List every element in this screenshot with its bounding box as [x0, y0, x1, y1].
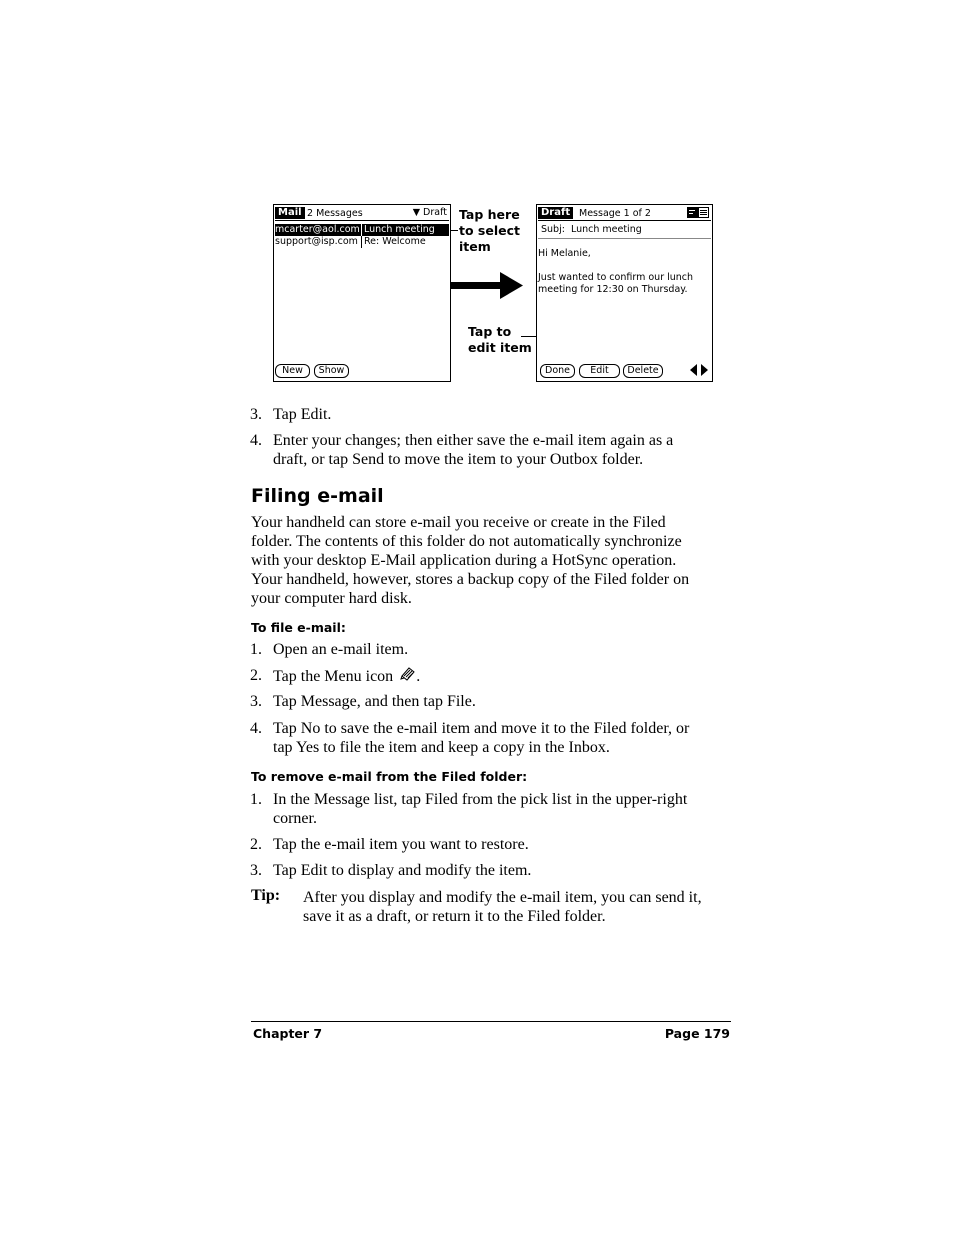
footer-chapter: Chapter 7 [253, 1026, 323, 1041]
category-picker[interactable]: ▼ Draft [412, 207, 447, 218]
column-divider [361, 224, 362, 236]
mail-list-screen [273, 204, 451, 382]
row-subject: Lunch meeting [364, 224, 435, 235]
tip-text: After you display and modify the e-mail item, you can send it, save it as a draft, or return it to the Filed folder. [303, 889, 702, 925]
footer-page: Page 179 [664, 1026, 730, 1041]
row-subject: Re: Welcome [364, 236, 426, 247]
draft-message-screen [536, 204, 713, 382]
step-text: Tap Message, and then tap File. [273, 693, 476, 710]
step-number: 3. [250, 862, 262, 879]
select-leader-line [450, 230, 458, 231]
step-text: Open an e-mail item. [273, 641, 409, 658]
row-from: mcarter@aol.com [275, 224, 360, 235]
menu-icon [400, 666, 416, 682]
message-body: Just wanted to confirm our lunch meeting for 12:30 on Thursday. [538, 272, 694, 295]
step-number: 4. [250, 720, 262, 737]
step-text: Tap the Menu icon [273, 668, 394, 685]
new-button[interactable]: New [275, 364, 310, 378]
message-greeting: Hi Melanie, [538, 248, 591, 259]
step-number: 4. [250, 432, 262, 449]
message-position: Message 1 of 2 [579, 208, 651, 219]
show-button[interactable]: Show [314, 364, 349, 378]
row-from: support@isp.com [275, 236, 358, 247]
step-number: 2. [250, 667, 262, 684]
step-number: 1. [250, 641, 262, 658]
intro-paragraph: Your handheld can store e-mail you receive or create in the Filed folder. The contents of this folder do not automatically synchronize with your desktop E-Mail application during a HotSync operation. Your handheld, however, stores a backup copy of the Filed folder on your computer hard disk. [251, 514, 690, 607]
list-row[interactable] [275, 236, 449, 248]
subject-divider [538, 238, 711, 239]
view-toggle-icon[interactable] [687, 207, 709, 218]
list-row-selected[interactable] [275, 224, 449, 236]
tip-label: Tip: [251, 887, 281, 904]
step-text-with-icon [273, 666, 733, 686]
step-number: 2. [250, 836, 262, 853]
procedure-heading: To file e-mail: [251, 620, 346, 635]
delete-button[interactable]: Delete [623, 364, 663, 378]
subject-line: Subj: Lunch meeting [541, 224, 642, 235]
procedure-heading: To remove e-mail from the Filed folder: [251, 769, 528, 784]
column-divider [361, 236, 362, 248]
done-button[interactable]: Done [540, 364, 575, 378]
step-text: Enter your changes; then either save the e-mail item again as a draft, or tap Send to move the item to your Outbox folder. [273, 432, 674, 468]
step-text: Tap Edit to display and modify the item. [273, 862, 532, 879]
step-text: Tap the e-mail item you want to restore. [273, 836, 529, 853]
footer-rule [251, 1021, 731, 1022]
message-count: 2 Messages [307, 208, 363, 219]
title-underline [538, 220, 711, 221]
section-heading: Filing e-mail [251, 485, 384, 507]
step-text: In the Message list, tap Filed from the pick list in the upper-right corner. [273, 791, 688, 827]
callout-edit-item: Tap to edit item [468, 324, 532, 355]
step-text: Tap No to save the e-mail item and move it to the Filed folder, or tap Yes to file the item and keep a copy in the Inbox. [273, 720, 690, 756]
step-text: Tap Edit. [273, 406, 332, 423]
title-underline [275, 220, 449, 221]
step-number: 3. [250, 406, 262, 423]
edit-button[interactable]: Edit [579, 364, 620, 378]
step-text-suffix: . [416, 668, 421, 685]
mail-tab[interactable]: Mail [275, 207, 305, 219]
right-arrow-icon [450, 272, 524, 300]
step-number: 1. [250, 791, 262, 808]
step-number: 3. [250, 693, 262, 710]
callout-select-item: Tap here to select item [459, 207, 520, 254]
draft-tab[interactable]: Draft [538, 207, 573, 219]
scroll-arrows-icon[interactable] [690, 364, 710, 376]
